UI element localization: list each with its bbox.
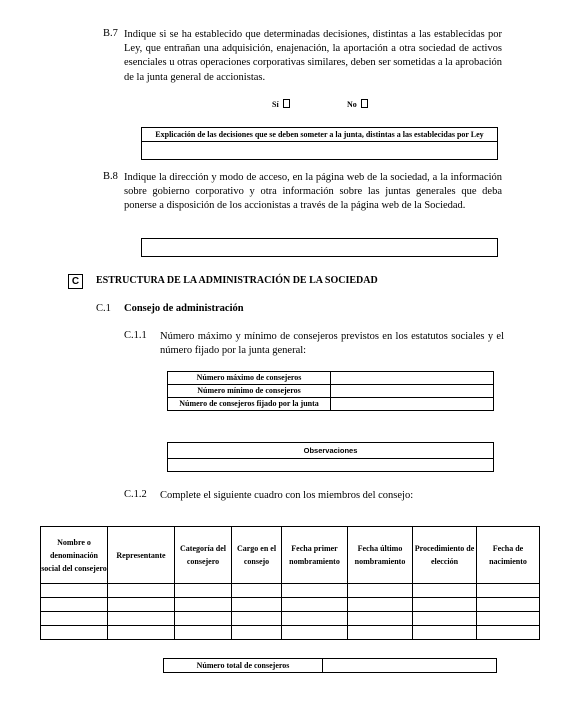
table-row bbox=[41, 612, 540, 626]
b7-explanation-header: Explicación de las decisiones que se deben someter a la junta, distintas a las establecidas por Ley bbox=[142, 128, 498, 142]
c12-question-text: Complete el siguiente cuadro con los miembros del consejo: bbox=[160, 490, 414, 501]
b8-number: B.8 bbox=[103, 171, 118, 182]
col-header-position: Cargo en el consejo bbox=[232, 527, 282, 584]
table-row bbox=[41, 584, 540, 598]
b8-answer-box[interactable] bbox=[141, 238, 498, 257]
col-header-name: Nombre o denominación social del consejero bbox=[41, 527, 108, 584]
no-checkbox[interactable] bbox=[361, 99, 368, 108]
c11-observations-table bbox=[167, 442, 494, 472]
max-directors-value[interactable] bbox=[331, 372, 494, 385]
min-directors-label: Número mínimo de consejeros bbox=[168, 385, 331, 398]
c11-question-text: Número máximo y mínimo de consejeros previstos en los estatutos sociales y el número fijado por la junta general: bbox=[160, 331, 504, 357]
b7-no-option[interactable] bbox=[347, 99, 368, 109]
total-directors-table bbox=[163, 658, 497, 673]
b7-yes-option[interactable] bbox=[272, 99, 290, 109]
b7-explanation-table bbox=[141, 127, 498, 160]
no-label: No bbox=[347, 100, 357, 109]
table-row bbox=[41, 598, 540, 612]
min-directors-value[interactable] bbox=[331, 385, 494, 398]
col-header-category: Categoría del consejero bbox=[175, 527, 232, 584]
total-directors-value[interactable] bbox=[323, 659, 497, 673]
section-c-title: ESTRUCTURA DE LA ADMINISTRACIÓN DE LA SOCIEDAD bbox=[96, 275, 378, 286]
c11-number: C.1.1 bbox=[124, 330, 147, 341]
col-header-election-procedure: Procedimiento de elección bbox=[413, 527, 477, 584]
max-directors-label: Número máximo de consejeros bbox=[168, 372, 331, 385]
section-c-letter: C bbox=[71, 276, 80, 287]
fixed-directors-value[interactable] bbox=[331, 398, 494, 411]
observations-header: Observaciones bbox=[168, 443, 494, 459]
b8-question-text: Indique la dirección y modo de acceso, en la página web de la sociedad, a la información sobre gobierno corporativo y otra información sobre las juntas generales que deba ponerse a disposición de los accionistas a través de la página web de la Sociedad. bbox=[124, 172, 502, 212]
col-header-birth-date: Fecha de nacimiento bbox=[477, 527, 540, 584]
total-directors-label: Número total de consejeros bbox=[164, 659, 323, 673]
table-row bbox=[41, 626, 540, 640]
observations-cell[interactable] bbox=[168, 459, 494, 472]
c11-board-size-table bbox=[167, 371, 494, 411]
c1-number: C.1 bbox=[96, 303, 111, 314]
c1-title: Consejo de administración bbox=[124, 303, 244, 314]
b7-number: B.7 bbox=[103, 28, 118, 39]
col-header-last-appointment: Fecha último nombramiento bbox=[348, 527, 413, 584]
section-c-letter-box bbox=[68, 274, 83, 289]
c12-number: C.1.2 bbox=[124, 489, 147, 500]
board-members-table bbox=[40, 526, 540, 640]
fixed-directors-label: Número de consejeros fijado por la junta bbox=[168, 398, 331, 411]
b7-explanation-cell[interactable] bbox=[142, 142, 498, 160]
b7-question-text: Indique si se ha establecido que determinadas decisiones, distintas a las establecidas por Ley, que entrañan una adquisición, enajenación, la aportación a otra sociedad de activos esenciales u otras operaciones corporativas similares, deben ser sometidas a la aprobación de la junta general de accionistas. bbox=[124, 29, 502, 83]
yes-checkbox[interactable] bbox=[283, 99, 290, 108]
yes-label: Sí bbox=[272, 100, 279, 109]
col-header-first-appointment: Fecha primer nombramiento bbox=[282, 527, 348, 584]
col-header-representative: Representante bbox=[108, 527, 175, 584]
